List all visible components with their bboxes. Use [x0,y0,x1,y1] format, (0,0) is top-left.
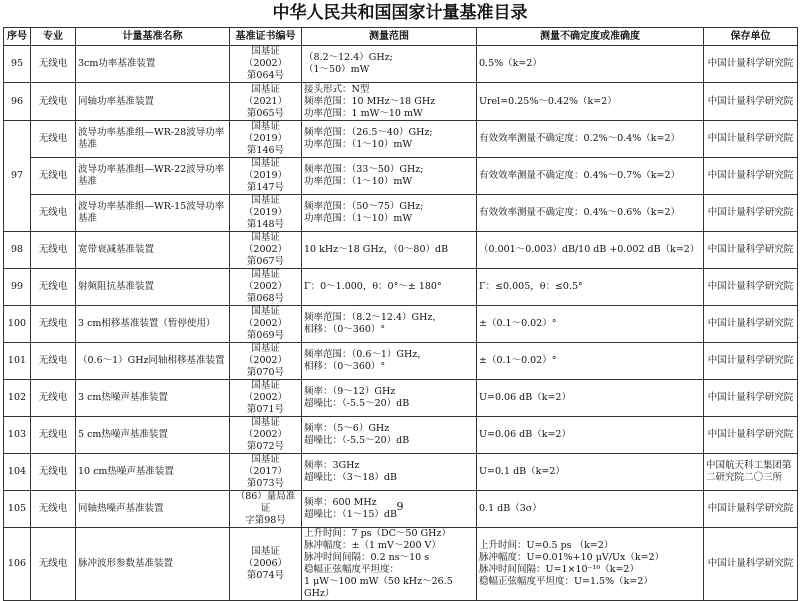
row-name: 脉冲波形参数基准装置 [76,528,230,601]
row-field: 无线电 [31,380,76,417]
row-no: 95 [4,46,31,83]
row-uncertainty: （0.001～0.003）dB/10 dB +0.002 dB（k=2） [477,232,704,269]
row-range: 频率范围：（50～75）GHz; 功率范围：（1～10）mW [302,195,477,232]
row-field: 无线电 [31,491,76,528]
row-field: 无线电 [31,158,76,195]
table-row [4,158,798,195]
row-field: 无线电 [31,269,76,306]
row-cert: 国基证（2002） 第072号 [230,417,302,454]
row-name: 3 cm热噪声基准装置 [76,380,230,417]
table-row [4,232,798,269]
header-no: 序号 [4,28,31,46]
row-no: 104 [4,454,31,491]
row-range: 频率：600 MHz 超噪比：（1～15）dB [302,491,477,528]
row-no: 98 [4,232,31,269]
row-field: 无线电 [31,528,76,601]
row-field: 无线电 [31,306,76,343]
row-no: 100 [4,306,31,343]
row-name: 同轴功率基准装置 [76,83,230,121]
row-name: 3cm功率基准装置 [76,46,230,83]
row-unit: 中国计量科学研究院 [704,121,798,158]
header-name: 计量基准名称 [76,28,230,46]
catalog-table [3,27,798,601]
row-range: 频率范围：（8.2～12.4）GHz， 相移：（0～360）° [302,306,477,343]
row-name: 射频阻抗基准装置 [76,269,230,306]
table-row [4,343,798,380]
table-row [4,121,798,158]
row-uncertainty: Γ：≤0.005，θ：≤0.5° [477,269,704,306]
row-uncertainty: U=0.06 dB（k=2） [477,380,704,417]
row-no: 106 [4,528,31,601]
row-uncertainty: U=0.1 dB（k=2） [477,454,704,491]
row-field: 无线电 [31,121,76,158]
header-uncertainty: 测量不确定度或准确度 [477,28,704,46]
table-row [4,528,798,601]
row-range: 频率范围：（0.6～1）GHz， 相移：（0～360）° [302,343,477,380]
row-cert: 国基证（2002） 第064号 [230,46,302,83]
table-row [4,46,798,83]
row-cert: 国基证（2002） 第070号 [230,343,302,380]
row-cert: 国基证（2019） 第148号 [230,195,302,232]
table-row [4,306,798,343]
row-cert: 国基证（2002） 第071号 [230,380,302,417]
row-range: （8.2～12.4）GHz; （1～50）mW [302,46,477,83]
row-range: 10 kHz～18 GHz，（0～80）dB [302,232,477,269]
row-uncertainty: ±（0.1～0.02）° [477,343,704,380]
row-cert: （86）量局准证 字第98号 [230,491,302,528]
row-uncertainty: 0.1 dB（3σ） [477,491,704,528]
row-uncertainty: 有效效率测量不确定度：0.2%～0.4%（k=2） [477,121,704,158]
row-range: 频率：3GHz 超噪比：（3～18）dB [302,454,477,491]
row-unit: 中国计量科学研究院 [704,306,798,343]
row-uncertainty: U=0.06 dB（k=2） [477,417,704,454]
header-row [4,28,798,46]
row-no: 103 [4,417,31,454]
header-field: 专业 [31,28,76,46]
row-cert: 国基证（2002） 第068号 [230,269,302,306]
table-row [4,417,798,454]
row-unit: 中国计量科学研究院 [704,83,798,121]
row-unit: 中国计量科学研究院 [704,158,798,195]
row-no: 99 [4,269,31,306]
row-unit: 中国航天科工集团第二研究院二〇三所 [704,454,798,491]
row-field: 无线电 [31,46,76,83]
row-cert: 国基证（2021） 第065号 [230,83,302,121]
row-uncertainty: 有效效率测量不确定度：0.4%～0.7%（k=2） [477,158,704,195]
row-unit: 中国计量科学研究院 [704,269,798,306]
row-range: 频率：（9～12）GHz 超噪比：（-5.5～20）dB [302,380,477,417]
row-no: 102 [4,380,31,417]
row-field: 无线电 [31,417,76,454]
row-cert: 国基证（2002） 第067号 [230,232,302,269]
row-name: 3 cm相移基准装置（暂停使用） [76,306,230,343]
row-cert: 国基证（2019） 第146号 [230,121,302,158]
row-unit: 中国计量科学研究院 [704,491,798,528]
row-name: （0.6～1）GHz同轴相移基准装置 [76,343,230,380]
header-unit: 保存单位 [704,28,798,46]
table-row [4,380,798,417]
row-cert: 国基证（2002） 第069号 [230,306,302,343]
row-range: 频率：（5～6）GHz 超噪比：（-5.5～20）dB [302,417,477,454]
row-unit: 中国计量科学研究院 [704,528,798,601]
row-unit: 中国计量科学研究院 [704,232,798,269]
row-cert: 国基证（2017） 第073号 [230,454,302,491]
row-range: Γ：0～1.000，θ：0°～± 180° [302,269,477,306]
row-uncertainty: 有效效率测量不确定度：0.4%～0.6%（k=2） [477,195,704,232]
row-range: 频率范围：（26.5～40）GHz; 功率范围：（1～10）mW [302,121,477,158]
header-range: 测量范围 [302,28,477,46]
row-uncertainty: Urel=0.25%～0.42%（k=2） [477,83,704,121]
row-uncertainty: ±（0.1～0.02）° [477,306,704,343]
table-row [4,195,798,232]
table-row [4,269,798,306]
row-range: 频率范围：（33～50）GHz; 功率范围：（1～10）mW [302,158,477,195]
row-name: 10 cm热噪声基准装置 [76,454,230,491]
row-field: 无线电 [31,343,76,380]
row-cert: 国基证（2019） 第147号 [230,158,302,195]
row-name: 同轴热噪声基准装置 [76,491,230,528]
table-row [4,83,798,121]
row-name: 宽带衰减基准装置 [76,232,230,269]
row-cert: 国基证（2006） 第074号 [230,528,302,601]
row-unit: 中国计量科学研究院 [704,195,798,232]
row-no: 97 [4,121,31,232]
row-field: 无线电 [31,195,76,232]
row-name: 5 cm热噪声基准装置 [76,417,230,454]
row-field: 无线电 [31,83,76,121]
row-no: 105 [4,491,31,528]
header-cert: 基准证书编号 [230,28,302,46]
row-unit: 中国计量科学研究院 [704,417,798,454]
row-range: 接头形式：N型 频率范围：10 MHz～18 GHz 功率范围：1 mW～10 mW [302,83,477,121]
row-unit: 中国计量科学研究院 [704,380,798,417]
row-no: 96 [4,83,31,121]
row-field: 无线电 [31,232,76,269]
row-field: 无线电 [31,454,76,491]
page-title: 中华人民共和国国家计量基准目录 [272,3,528,23]
row-range: 上升时间：7 ps（DC～50 GHz） 脉冲幅度：±（1 mV～200 V） 脉冲时间间隔：0.2 ns～10 s 稳幅正弦幅度平坦度： 1 μW～100 mW（50 kHz～26.5 GHz） [302,528,477,601]
row-no: 101 [4,343,31,380]
row-unit: 中国计量科学研究院 [704,343,798,380]
row-uncertainty: 上升时间：U=0.5 ps （k=2） 脉冲幅度：U=0.01%+10 μV/Ux（k=2） 脉冲时间间隔：U=1×10⁻¹⁰（k=2） 稳幅正弦幅度平坦度：U=1.5%（k=2） [477,528,704,601]
row-uncertainty: 0.5%（k=2） [477,46,704,83]
row-unit: 中国计量科学研究院 [704,46,798,83]
page-number: 9 [396,500,404,513]
row-name: 波导功率基准组—WR-28波导功率基准 [76,121,230,158]
table-row [4,454,798,491]
row-name: 波导功率基准组—WR-22波导功率基准 [76,158,230,195]
row-name: 波导功率基准组—WR-15波导功率基准 [76,195,230,232]
